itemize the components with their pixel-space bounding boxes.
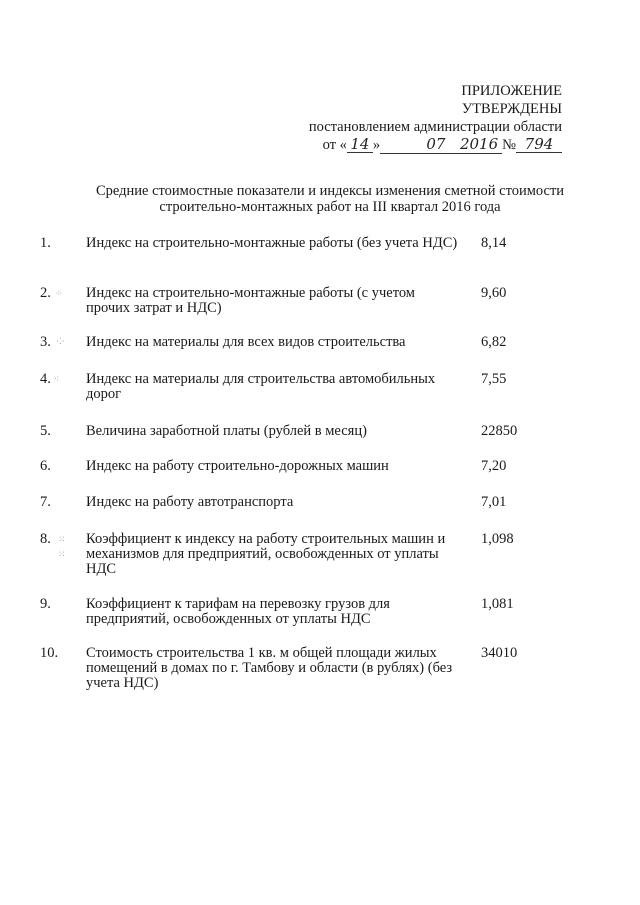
- scan-mark: ⁘: [55, 289, 63, 299]
- decree-number: 794: [516, 136, 562, 153]
- scan-mark: ⁙: [58, 535, 66, 545]
- item-text: Индекс на работу строительно-дорожных машин: [86, 458, 389, 474]
- item-number: 5.: [40, 423, 51, 439]
- item-number: 3.: [40, 334, 51, 350]
- decree-date-line: [309, 136, 562, 154]
- item-number: 8.: [40, 531, 51, 547]
- item-number: 7.: [40, 494, 51, 510]
- decree-month-year: [380, 136, 502, 154]
- title-line-2: строительно-монтажных работ на III квартал 2016 года: [159, 199, 501, 215]
- item-text: Индекс на строительно-монтажные работы (без учета НДС): [86, 235, 458, 251]
- scan-mark: ⁖: [54, 375, 60, 385]
- item-value: 1,081: [481, 596, 514, 612]
- item-value: 8,14: [481, 235, 507, 251]
- document-title: [40, 183, 620, 215]
- scan-mark: ·⁚·: [56, 337, 65, 347]
- item-text: Индекс на материалы для всех видов строительства: [86, 334, 406, 350]
- item-number: 6.: [40, 458, 51, 474]
- item-value: 7,55: [481, 371, 507, 387]
- approved-label: УТВЕРЖДЕНЫ: [461, 101, 562, 117]
- item-value: 7,01: [481, 494, 507, 510]
- item-text: Величина заработной платы (рублей в месяц): [86, 423, 367, 439]
- decree-year: 2016: [459, 135, 499, 153]
- item-number: 10.: [40, 645, 59, 661]
- item-number: 2.: [40, 285, 51, 301]
- item-number: 4.: [40, 371, 51, 387]
- item-value: 34010: [481, 645, 518, 661]
- title-line-1: Средние стоимостные показатели и индексы изменения сметной стоимости: [95, 183, 565, 199]
- item-number: 9.: [40, 596, 51, 612]
- appendix-label: ПРИЛОЖЕНИЕ: [461, 83, 562, 99]
- date-prefix: от «: [322, 137, 347, 153]
- decree-month: 07: [426, 135, 446, 153]
- item-text: Коэффициент к индексу на работу строительных машин и механизмов для предприятий, освобожденных от уплаты НДС: [86, 531, 446, 577]
- item-text: Индекс на работу автотранспорта: [86, 494, 294, 510]
- item-value: 22850: [481, 423, 518, 439]
- decree-label: постановлением администрации области: [308, 119, 562, 135]
- item-value: 1,098: [481, 531, 514, 547]
- number-sign: №: [502, 137, 516, 153]
- approval-header: [309, 82, 562, 154]
- item-text: Стоимость строительства 1 кв. м общей площади жилых помещений в домах по г. Тамбову и области (в рублях) (без учета НДС): [86, 645, 453, 691]
- item-value: 9,60: [481, 285, 507, 301]
- item-text: Коэффициент к тарифам на перевозку грузов для предприятий, освобожденных от уплаты НДС: [86, 596, 390, 627]
- item-text: Индекс на строительно-монтажные работы (с учетом прочих затрат и НДС): [86, 285, 415, 316]
- date-separator: »: [372, 137, 381, 153]
- item-value: 6,82: [481, 334, 507, 350]
- item-number: 1.: [40, 235, 51, 251]
- scan-mark: ⁙: [58, 550, 66, 560]
- item-value: 7,20: [481, 458, 507, 474]
- decree-day: 14: [347, 136, 373, 153]
- item-text: Индекс на материалы для строительства автомобильных дорог: [86, 371, 436, 402]
